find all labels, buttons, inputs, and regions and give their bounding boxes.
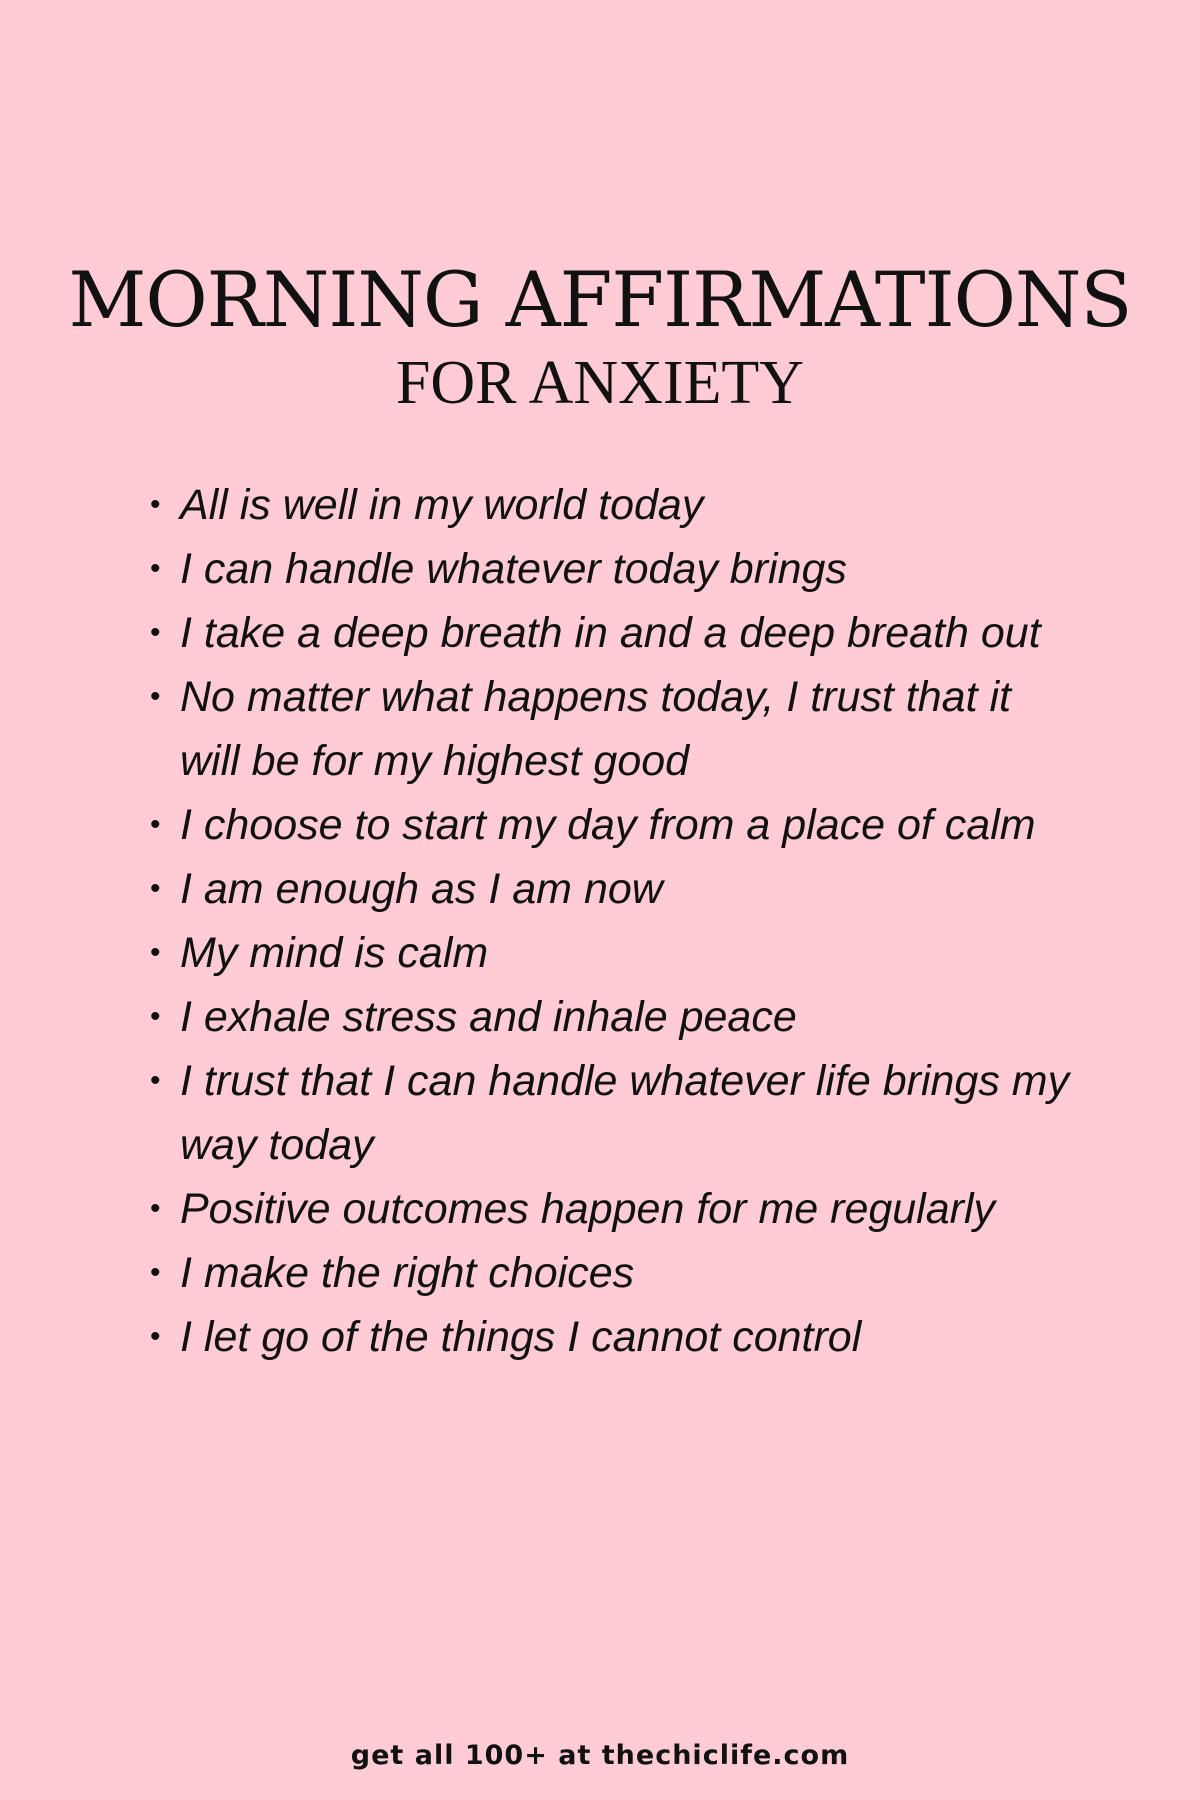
affirmation-item xyxy=(150,1049,1080,1177)
affirmation-text: I make the right choices xyxy=(180,1249,635,1297)
footer-link-text: get all 100+ at thechiclife.com xyxy=(350,1740,850,1771)
affirmation-text: All is well in my world today xyxy=(180,481,704,529)
affirmation-item xyxy=(150,1241,1080,1305)
affirmation-item xyxy=(150,473,1080,537)
affirmation-text: No matter what happens today, I trust that it will be for my highest good xyxy=(180,673,1011,785)
affirmation-text: Positive outcomes happen for me regularly xyxy=(180,1185,996,1233)
affirmation-text: My mind is calm xyxy=(180,929,489,977)
bullet-icon: • xyxy=(150,1000,161,1033)
bullet-icon: • xyxy=(150,872,161,905)
affirmation-text: I let go of the things I cannot control xyxy=(180,1313,862,1361)
affirmation-item xyxy=(150,985,1080,1049)
affirmation-text: I exhale stress and inhale peace xyxy=(180,993,797,1041)
affirmation-item xyxy=(150,601,1080,665)
bullet-icon: • xyxy=(150,1064,161,1097)
affirmation-item xyxy=(150,537,1080,601)
affirmation-text: I am enough as I am now xyxy=(180,865,663,913)
affirmation-text: I can handle whatever today brings xyxy=(180,545,847,593)
affirmation-text: I choose to start my day from a place of calm xyxy=(180,801,1036,849)
bullet-icon: • xyxy=(150,680,161,713)
bullet-icon: • xyxy=(150,1192,161,1225)
bullet-icon: • xyxy=(150,936,161,969)
page-subtitle: FOR ANXIETY xyxy=(395,349,805,417)
bullet-icon: • xyxy=(150,1256,161,1289)
affirmation-item xyxy=(150,793,1080,857)
affirmation-item xyxy=(150,665,1080,793)
page-title: MORNING AFFIRMATIONS xyxy=(68,255,1132,344)
affirmation-item xyxy=(150,1177,1080,1241)
bullet-icon: • xyxy=(150,1320,161,1353)
affirmation-item xyxy=(150,921,1080,985)
bullet-icon: • xyxy=(150,808,161,841)
affirmation-item xyxy=(150,857,1080,921)
bullet-icon: • xyxy=(150,616,161,649)
affirmation-text: I trust that I can handle whatever life brings my way today xyxy=(180,1057,1070,1169)
bullet-icon: • xyxy=(150,552,161,585)
affirmation-list xyxy=(150,473,1080,1369)
bullet-icon: • xyxy=(150,488,161,521)
affirmation-text: I take a deep breath in and a deep breath out xyxy=(180,609,1041,657)
affirmation-item xyxy=(150,1305,1080,1369)
